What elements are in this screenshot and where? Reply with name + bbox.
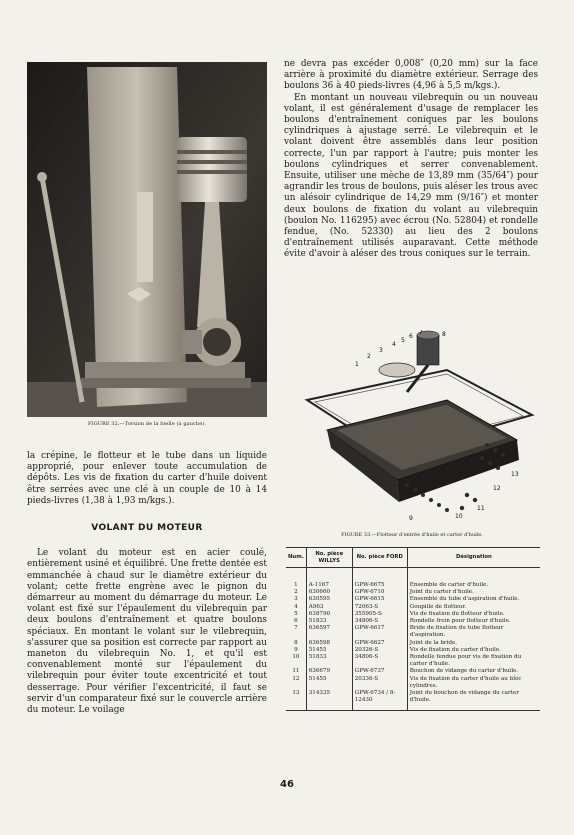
cell-ford: 34806-S <box>352 618 407 625</box>
parts-table <box>286 547 540 711</box>
table-row <box>286 589 540 596</box>
page-number: 46 <box>280 779 294 790</box>
table-row <box>286 654 540 668</box>
connecting-rod-twist-photo <box>27 62 267 417</box>
cell-designation: Rondelle fendue pour vis de fixation du carter d'huile. <box>409 654 522 668</box>
left-paragraph-1: la crépine, le flotteur et le tube dans un liquide approprié, pour enlever toute accumulation de dépôts. Les vis de fixation du carter d'huile doivent être serrées avec une clé à un couple de 10 à 14 pieds-livres (1,38 à 1,93 m/kgs.). <box>27 451 267 506</box>
callout-3: 3 <box>379 347 383 354</box>
cell-designation: Bouchon de vidange du carter d'huile. <box>409 668 519 675</box>
oil-pan-diagram <box>297 330 543 525</box>
callout-5: 5 <box>401 337 405 344</box>
table-row <box>286 647 540 654</box>
cell-num: 7 <box>286 625 306 639</box>
cell-ford: 20336-S <box>352 676 407 690</box>
right-paragraph-2: En montant un nouveau vilebrequin ou un nouveau volant, il est généralement d'usage de remplacer les boulons d'entraînement coniques par les boulons cylindriques à ajustage serré. Le vilebrequin et le volant doivent être assemblés dans leur position correcte, l'un par rapport à l'autre; puis monter les boulons cylindriques et serrer convenablement. Ensuite, utiliser une mèche de 13,89 mm (35/64″) pour agrandir les trous de boulons, puis aléser les trous avec un alésoir cylindrique de 14,29 mm (9/16″) et monter deux boulons de fixation du volant au vilebrequin (boulon No. 116295) avec écrou (No. 52804) et rondelle fendue, (No. 52330) au lieu des 2 boulons d'entraînement utilisés auparavant. Cette méthode évite d'avoir à aléser des trous coniques sur le terrain. <box>284 92 538 260</box>
callout-6: 6 <box>409 333 413 340</box>
callout-11: 11 <box>477 505 485 512</box>
table-row <box>286 568 540 590</box>
cell-willys: A-1167 <box>306 568 352 590</box>
callout-2: 2 <box>367 353 371 360</box>
cell-designation: Joint de la bride. <box>409 639 458 646</box>
header-ford: No. pièce FORD <box>352 548 407 568</box>
header-willys: No. pièce WILLYS <box>306 548 352 568</box>
header-designation: Désignation <box>407 548 540 568</box>
cell-ford: GPW-6617 <box>352 625 407 639</box>
cell-designation: Bride de fixation du tube flotteur d'aspiration. <box>409 625 504 639</box>
cell-ford: GPW-6737 <box>352 668 407 675</box>
cell-willys: 636598 <box>306 640 352 647</box>
cell-willys: 630595 <box>306 596 352 603</box>
callout-12: 12 <box>493 485 501 492</box>
cell-num: 6 <box>286 618 306 625</box>
header-num: Num. <box>286 548 306 568</box>
callout-7: 7 <box>419 330 423 336</box>
cell-willys: 636597 <box>306 625 352 639</box>
cell-ford: GPW-6675 <box>352 568 407 590</box>
cell-num: 8 <box>286 640 306 647</box>
cell-ford: 355905-S <box>352 611 407 618</box>
callout-10: 10 <box>455 513 463 520</box>
figure-33-caption: FIGURE 33.—Flotteur d'entrée d'huile et carter d'huile. <box>341 532 483 538</box>
table-row <box>286 625 540 639</box>
cell-willys: A963 <box>306 604 352 611</box>
callout-4: 4 <box>392 341 396 348</box>
cell-num: 10 <box>286 654 306 668</box>
cell-designation: Vis de fixation du carter d'huile au bloc cylindres. <box>409 675 522 689</box>
callout-13: 13 <box>511 471 519 478</box>
cell-ford: 20326-S <box>352 647 407 654</box>
cell-ford: GPW-6627 <box>352 640 407 647</box>
cell-ford: 72063-S <box>352 604 407 611</box>
cell-willys: 51833 <box>306 654 352 668</box>
cell-willys: 638790 <box>306 611 352 618</box>
cell-willys: 630660 <box>306 589 352 596</box>
table-row <box>286 618 540 625</box>
cell-designation: Vis de fixation du carter d'huile. <box>409 646 501 653</box>
cell-num: 2 <box>286 589 306 596</box>
cell-designation: Goupille de flotteur. <box>409 603 467 610</box>
callout-9: 9 <box>409 515 413 522</box>
cell-num: 11 <box>286 668 306 675</box>
right-column <box>284 59 538 261</box>
table-row <box>286 596 540 603</box>
cell-num: 9 <box>286 647 306 654</box>
cell-designation: Joint du bouchon de vidange du carter d'huile. <box>407 690 540 711</box>
oil-pan-illustration <box>297 330 543 525</box>
cell-ford: GPW-6615 <box>352 596 407 603</box>
cell-num: 4 <box>286 604 306 611</box>
cell-ford: GPW-6710 <box>352 589 407 596</box>
cell-num: 13 <box>286 690 306 711</box>
photo-illustration <box>27 62 267 417</box>
table-row <box>286 676 540 690</box>
right-paragraph-1: ne devra pas excéder 0,008″ (0,20 mm) sur la face arrière à proximité du diamètre extérieur. Serrage des boulons 36 à 40 pieds-livres (4,96 à 5,5 m/kgs.). <box>284 59 538 92</box>
cell-willys: 636679 <box>306 668 352 675</box>
left-column <box>27 451 267 716</box>
table-row <box>286 604 540 611</box>
table-row <box>286 690 540 711</box>
cell-designation: Rondelle frein pour flotteur d'huile. <box>409 618 511 625</box>
cell-willys: 51455 <box>306 676 352 690</box>
cell-num: 3 <box>286 596 306 603</box>
cell-designation: Ensemble du tube d'aspiration d'huile. <box>409 596 520 603</box>
cell-num: 12 <box>286 676 306 690</box>
table-row <box>286 668 540 675</box>
table-row <box>286 611 540 618</box>
cell-designation: Ensemble de carter d'huile. <box>409 582 489 588</box>
table-row <box>286 640 540 647</box>
cell-designation: Joint du carter d'huile. <box>409 589 474 596</box>
cell-willys: 51833 <box>306 618 352 625</box>
section-heading: VOLANT DU MOTEUR <box>91 523 203 534</box>
cell-num: 5 <box>286 611 306 618</box>
cell-willys: 314335 <box>306 690 352 711</box>
cell-designation: Vis de fixation du flotteur d'huile. <box>409 610 505 617</box>
cell-willys: 51455 <box>306 647 352 654</box>
callout-8: 8 <box>442 331 446 338</box>
callout-1: 1 <box>355 361 359 368</box>
parts-table-header <box>286 548 540 568</box>
cell-ford: 34806-S <box>352 654 407 668</box>
cell-num: 1 <box>286 568 306 590</box>
figure-32-caption: FIGURE 32.—Torsion de la bielle (à gauche). <box>87 421 207 427</box>
cell-ford: GPW-6734 / 8-12430 <box>352 690 407 711</box>
left-paragraph-2: Le volant du moteur est en acier coulé, entièrement usiné et équilibré. Une frette dentée est emmanchée à chaud sur le diamètre extérieur du volant; cette frette engrène avec le pignon du démarreur au moment du démarrage du moteur. Le volant est fixé sur l'épaulement du vilebrequin par deux boulons d'entraînement et quatre boulons spéciaux. En montant le volant sur le vilebrequin, s'assurer que sa position est correcte par rapport au maneton du vilebrequin No. 1, et qu'il est convenablement monté sur l'épaulement du vilebrequin pour éviter toute excentricité et tout desserrage. Pour vérifier l'excentricité, il faut se servir d'un comparateur fixé sur le couvercle arrière du moteur. Le voilage <box>27 548 267 716</box>
